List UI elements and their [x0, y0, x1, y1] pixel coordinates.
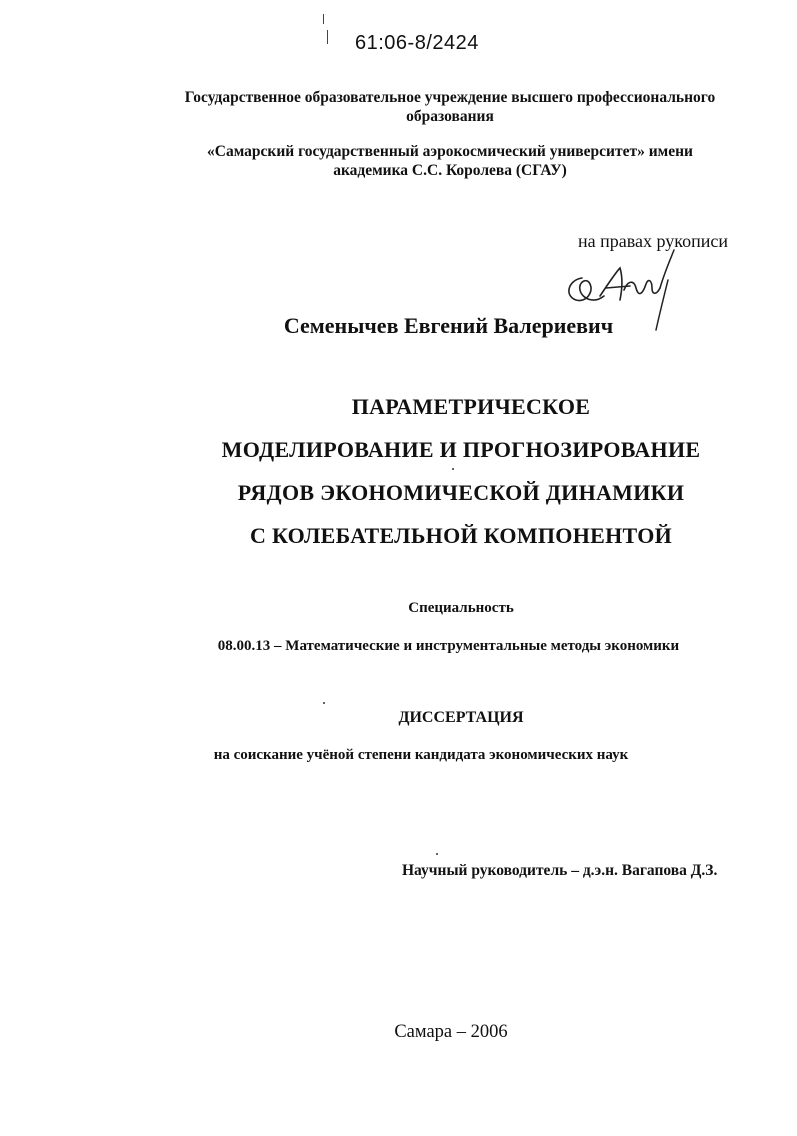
thesis-title-line: С КОЛЕБАТЕЛЬНОЙ КОМПОНЕНТОЙ: [249, 523, 673, 548]
author-name: Семенычев Евгений Валериевич: [283, 313, 614, 338]
thesis-title-line: ПАРАМЕТРИЧЕСКОЕ: [351, 394, 591, 419]
university-line-1: «Самарский государственный аэрокосмический университет» имени: [207, 143, 693, 160]
thesis-title-line: РЯДОВ ЭКОНОМИЧЕСКОЙ ДИНАМИКИ: [237, 480, 685, 505]
manuscript-note: на правах рукописи: [578, 231, 728, 251]
document-type: ДИССЕРТАЦИЯ: [398, 709, 524, 726]
specialty-value: 08.00.13 – Математические и инструментальные методы экономики: [217, 638, 680, 654]
catalog-number: 61:06-8/2424: [355, 32, 479, 54]
scan-speck: [452, 468, 454, 470]
institution-line-1: Государственное образовательное учреждение высшего профессионального: [184, 89, 716, 106]
city-year: Самара – 2006: [394, 1022, 508, 1042]
scan-mark: [327, 30, 328, 44]
scan-mark: [323, 14, 324, 24]
scan-speck: [323, 702, 325, 704]
degree-line: на соискание учёной степени кандидата экономических наук: [213, 747, 629, 763]
institution-line-2: образования: [406, 108, 494, 125]
supervisor: Научный руководитель – д.э.н. Вагапова Д.З.: [402, 862, 718, 879]
scan-speck: [436, 853, 438, 855]
thesis-title-line: МОДЕЛИРОВАНИЕ И ПРОГНОЗИРОВАНИЕ: [221, 437, 701, 462]
university-line-2: академика С.С. Королева (СГАУ): [333, 162, 567, 179]
specialty-label: Специальность: [408, 600, 514, 616]
